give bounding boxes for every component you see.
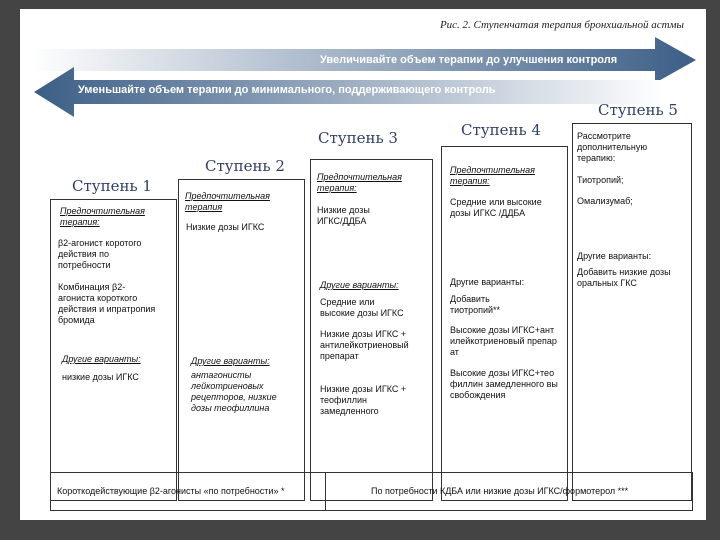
step2-preferred-1: Низкие дозы ИГКС [186,222,265,232]
step3-preferred-label: Предпочтительная терапия: [317,172,402,193]
step5-title: Ступень 5 [598,101,678,119]
step5-other-1: Добавить низкие дозы оральных ГКС [577,267,671,288]
step1-preferred-1: β2-агонист коротого действия по потребности [58,238,142,270]
step4-other-3: Высокие дозы ИГКС+теофиллин замедленного высвобождения [450,368,558,400]
step3-other-3: Низкие дозы ИГКС + теофиллин замедленного [320,384,407,416]
step4-title: Ступень 4 [461,121,541,139]
step3-preferred-1: Низкие дозы ИГКС/ДДБА [317,205,370,226]
figure-caption: Рис. 2. Ступенчатая терапия бронхиальной астмы [439,19,684,31]
step4-other-2: Высокие дозы ИГКС+антилейкотриеновый препарат [450,325,557,357]
footer-divider [325,472,326,511]
step4-preferred-1: Средние или высокие дозы ИГКС /ДДБА [450,197,542,218]
step2-preferred-label: Предпочтительная терапия [185,191,270,212]
step4-other-label: Другие варианты: [450,277,525,287]
step3-other-2: Низкие дозы ИГКС + антилейкотриеновый препарат [320,329,409,361]
step1-title: Ступень 1 [72,177,152,195]
step5-preferred-label: Рассмотрите дополнительную терапию: [577,131,648,163]
step5-preferred-2: Омализумаб; [577,196,633,206]
step4-preferred-label: Предпочтительная терапия: [450,165,535,186]
step3-title: Ступень 3 [318,129,398,147]
step1-other-label: Другие варианты: [62,354,141,364]
step2-title: Ступень 2 [205,157,285,175]
decrease-arrow-label: Уменьшайте объем терапии до минимального, поддерживающего контроль [78,84,496,96]
increase-arrow-label: Увеличивайте объем терапии до улучшения контроля [320,54,618,66]
step5-preferred-1: Тиотропий; [577,175,624,185]
step3-other-1: Средние или высокие дозы ИГКС [320,297,404,318]
step2-other-1: антагонисты лейкотриеновых рецепторов, низкие дозы теофиллина [191,370,277,413]
step5-other-label: Другие варианты: [577,251,652,261]
slide [20,9,706,520]
step4-other-1: Добавить тиотропий** [450,294,501,315]
footer-box [50,472,693,511]
step2-other-label: Другие варианты: [191,356,270,366]
step1-preferred-label: Предпочтительная терапия: [60,206,145,227]
step1-preferred-2: Комбинация β2-агониста короткого действия и ипратропия бромида [58,282,156,325]
footer-right: По потребности КДБА или низкие дозы ИГКС/формотерол *** [371,486,629,496]
footer-left: Короткодействующие β2-агонисты «по потребности» * [57,486,285,496]
step1-other-1: низкие дозы ИГКС [62,372,139,382]
step3-other-label: Другие варианты: [320,280,399,290]
